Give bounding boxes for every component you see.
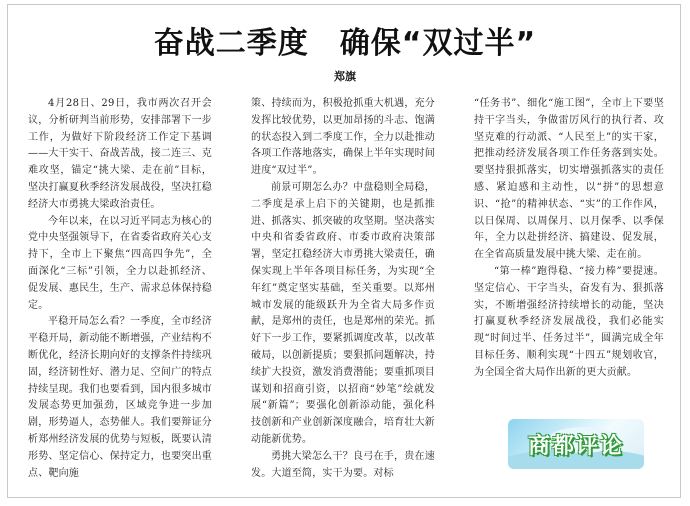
- paragraph: 今年以来，在以习近平同志为核心的党中央坚强领导下，在省委省政府关心支持下，全市上下聚焦“四高四争先”，全面深化“三标”引领，全力以赴抓经济、促发展、惠民生，生产、需求总体保持稳定。: [28, 215, 212, 311]
- column-badge: [508, 419, 644, 469]
- badge-label: 商都评论: [527, 434, 624, 459]
- paragraph: 平稳开局怎么看？一季度，全市经济平稳开局，新动能不断增强，产业结构不断优化，经济长期向好的支撑条件持续巩固，经济韧性好、潜力足、空间广的特点持续呈现。我们也要看到，国内很多城市发展态势更加强劲，区域竞争进一步加剧，形势逼人，态势催人。我们要辩证分析郑州经济发展的优势与短板，既要认清形势、坚定信心、保持定力，也要突出重点、靶向施: [28, 316, 212, 479]
- article-column-3: [474, 96, 664, 382]
- paragraph: 前景可期怎么办？中盘稳则全局稳，二季度是承上启下的关键期，也是抓推进、抓落实、抓突破的攻坚期。坚决落实中央和省委省政府、市委市政府决策部署，坚定扛稳经济大市勇挑大梁责任，确保实现上半年各项目标任务，为实现“全年红”奠定坚实基础，至关重要。以郑州城市发展的能级跃升为全省大局多作贡献，是郑州的责任，也是郑州的荣光。抓好下一步工作，要紧抓调度改革，以改革破局，以创新提质；要狠抓问题解决，持续扩大投资，激发消费潜能；要重抓项目谋划和招商引资，以招商“妙笔”绘就发展“新篇”；要强化创新添动能，强化科技创新和产业创新深度融合，培育壮大新动能新优势。: [251, 181, 435, 445]
- paragraph: 策、持续而为，积极抢抓重大机遇，充分发挥比较优势，以更加昂扬的斗志、饱满的状态投入到二季度工作，全力以赴推动各项工作落地落实，确保上半年实现时间进度“双过半”。: [251, 98, 435, 177]
- headline: 奋战二季度 确保“双过半”: [153, 26, 537, 61]
- author-byline: 郑旗: [334, 70, 356, 83]
- paragraph: 勇挑大梁怎么干？良弓在手，贵在速发。大道至简，实干为要。对标: [251, 450, 435, 479]
- article-column-1: [28, 96, 212, 482]
- paragraph: “任务书”、细化“施工图”，全市上下要坚持干字当头，争做雷厉风行的执行者、攻坚克难的行动派、“人民至上”的实干家，把推动经济发展各项工作任务落到实处。要坚持狠抓落实，切实增强抓落实的责任感、紧迫感和主动性，以“拼”的思想意识、“抢”的精神状态、“实”的工作作风，以日保周、以周保月、以月保季、以季保年，全力以赴拼经济、搞建设、促发展，在全省高质量发展中挑大梁、走在前。: [474, 98, 664, 261]
- article-column-2: [251, 96, 435, 482]
- paragraph: “第一棒”跑得稳、“接力棒”要提速。坚定信心、干字当头，奋发有为、狠抓落实，不断增强经济持续增长的动能，坚决打赢夏秋季经济发展战役，我们必能实现“时间过半、任务过半”，圆满完成全年目标任务、顺利实现“十四五”规划收官，为全国全省大局作出新的更大贡献。: [474, 265, 664, 378]
- paragraph: 4月28日、29日，我市两次召开会议，分析研判当前形势，安排部署下一步工作，为做好下阶段经济工作定下基调——大干实干、奋战苦战，接二连三、克难攻坚，锚定“挑大梁、走在前”目标，坚决打赢夏秋季经济发展战役，坚决扛稳经济大市勇挑大梁政治责任。: [28, 98, 212, 210]
